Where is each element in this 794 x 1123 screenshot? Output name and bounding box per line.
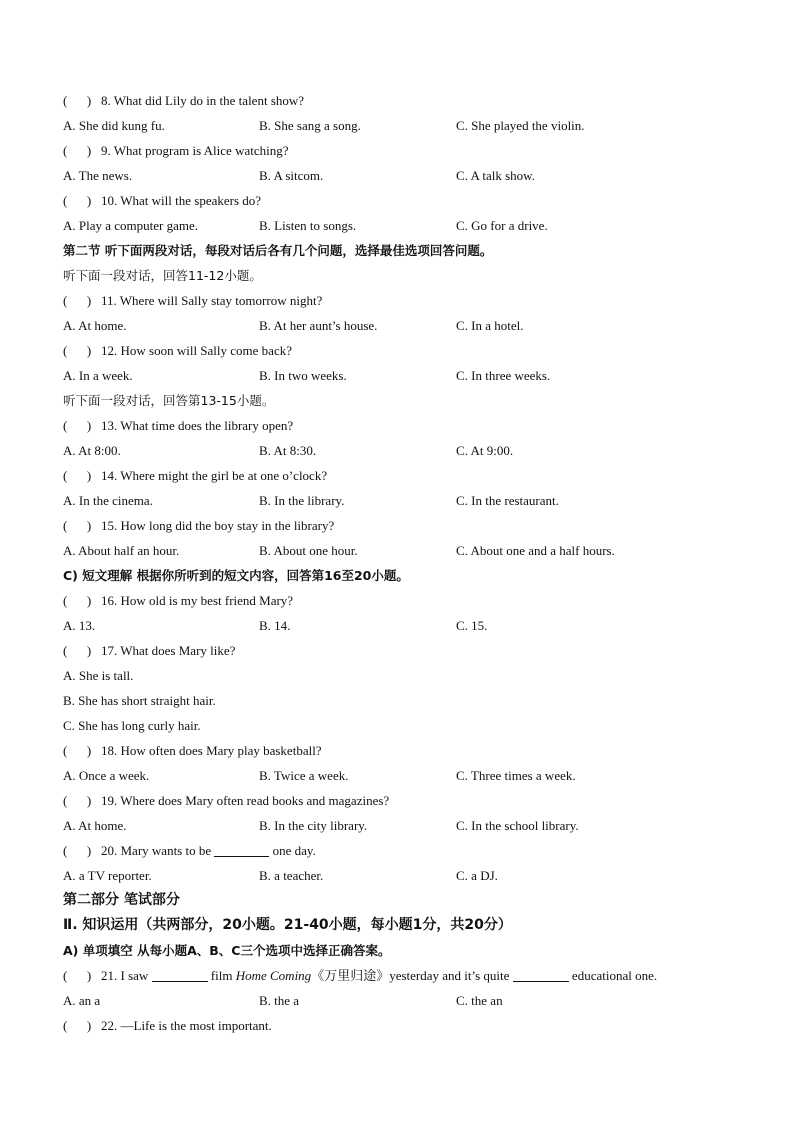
option-b[interactable]: B. In two weeks. bbox=[259, 368, 347, 383]
answer-bracket[interactable]: ( ) bbox=[63, 418, 92, 433]
option-a[interactable]: A. In the cinema. bbox=[63, 493, 153, 508]
answer-bracket[interactable]: ( ) bbox=[63, 93, 92, 108]
question-20 bbox=[63, 838, 743, 863]
answer-bracket[interactable]: ( ) bbox=[63, 968, 92, 983]
option-a[interactable]: A. Once a week. bbox=[63, 768, 150, 783]
question-text: 19. Where does Mary often read books and magazines? bbox=[101, 793, 390, 808]
option-b[interactable]: B. a teacher. bbox=[259, 868, 324, 883]
answer-bracket[interactable]: ( ) bbox=[63, 518, 92, 533]
question-text-mid2: yesterday and it’s quite bbox=[389, 968, 510, 983]
section-c-heading: C) 短文理解 根据你所听到的短文内容，回答第16至20小题。 bbox=[63, 568, 409, 583]
option-c[interactable]: C. At 9:00. bbox=[456, 443, 514, 458]
option-c[interactable]: C. a DJ. bbox=[456, 868, 498, 883]
answer-bracket[interactable]: ( ) bbox=[63, 343, 92, 358]
option-b[interactable]: B. 14. bbox=[259, 618, 291, 633]
option-b[interactable]: B. the a bbox=[259, 993, 300, 1008]
option-a[interactable]: A. At home. bbox=[63, 318, 127, 333]
answer-blank-2[interactable] bbox=[513, 968, 569, 982]
question-text: 18. How often does Mary play basketball? bbox=[101, 743, 322, 758]
option-c[interactable]: C. In the restaurant. bbox=[456, 493, 559, 508]
question-18 bbox=[63, 738, 743, 763]
question-9 bbox=[63, 138, 743, 163]
exam-page bbox=[63, 88, 743, 1038]
answer-bracket[interactable]: ( ) bbox=[63, 293, 92, 308]
option-a[interactable]: A. About half an hour. bbox=[63, 543, 180, 558]
section-ii-heading: Ⅱ. 知识运用（共两部分，20小题。21-40小题，每小题1分，共20分） bbox=[63, 917, 512, 933]
option-a[interactable]: A. At 8:00. bbox=[63, 443, 121, 458]
question-14 bbox=[63, 463, 743, 488]
option-c[interactable]: C. She has long curly hair. bbox=[63, 718, 201, 733]
option-c[interactable]: C. In a hotel. bbox=[456, 318, 524, 333]
question-text: 11. Where will Sally stay tomorrow night? bbox=[101, 293, 323, 308]
option-a[interactable]: A. a TV reporter. bbox=[63, 868, 152, 883]
answer-bracket[interactable]: ( ) bbox=[63, 1018, 92, 1033]
question-text: 21. I saw bbox=[101, 968, 149, 983]
answer-bracket[interactable]: ( ) bbox=[63, 793, 92, 808]
option-c[interactable]: C. She played the violin. bbox=[456, 118, 585, 133]
option-c[interactable]: C. In the school library. bbox=[456, 818, 579, 833]
option-a[interactable]: A. She did kung fu. bbox=[63, 118, 165, 133]
options-20 bbox=[63, 863, 743, 888]
option-c[interactable]: C. Go for a drive. bbox=[456, 218, 548, 233]
question-8 bbox=[63, 88, 743, 113]
options-9 bbox=[63, 163, 743, 188]
options-21 bbox=[63, 988, 743, 1013]
option-b[interactable]: B. In the city library. bbox=[259, 818, 368, 833]
film-title-cn: 《万里归途》 bbox=[311, 968, 390, 983]
answer-blank-1[interactable] bbox=[152, 968, 208, 982]
section-2-heading: 第二节 听下面两段对话，每段对话后各有几个问题，选择最佳选项回答问题。 bbox=[63, 243, 493, 258]
question-text: 10. What will the speakers do? bbox=[101, 193, 262, 208]
option-c[interactable]: C. the an bbox=[456, 993, 503, 1008]
question-text-mid: film bbox=[210, 968, 233, 983]
question-text: 13. What time does the library open? bbox=[101, 418, 294, 433]
option-c[interactable]: C. Three times a week. bbox=[456, 768, 576, 783]
question-text: 14. Where might the girl be at one o’clock? bbox=[101, 468, 328, 483]
option-a[interactable]: A. At home. bbox=[63, 818, 127, 833]
question-text: 9. What program is Alice watching? bbox=[101, 143, 289, 158]
option-a[interactable]: A. The news. bbox=[63, 168, 133, 183]
dialog-2-instruction: 听下面一段对话，回答第13-15小题。 bbox=[63, 393, 275, 408]
option-a[interactable]: A. 13. bbox=[63, 618, 96, 633]
answer-bracket[interactable]: ( ) bbox=[63, 468, 92, 483]
options-8 bbox=[63, 113, 743, 138]
section-a-heading: A) 单项填空 从每小题A、B、C三个选项中选择正确答案。 bbox=[63, 943, 391, 958]
question-text: 17. What does Mary like? bbox=[101, 643, 236, 658]
question-17 bbox=[63, 638, 743, 663]
question-22 bbox=[63, 1013, 743, 1038]
answer-bracket[interactable]: ( ) bbox=[63, 743, 92, 758]
question-15 bbox=[63, 513, 743, 538]
film-title: Home Coming bbox=[235, 968, 312, 983]
question-21 bbox=[63, 963, 743, 988]
option-a[interactable]: A. Play a computer game. bbox=[63, 218, 199, 233]
options-19 bbox=[63, 813, 743, 838]
question-16 bbox=[63, 588, 743, 613]
option-c[interactable]: C. 15. bbox=[456, 618, 488, 633]
question-12 bbox=[63, 338, 743, 363]
options-18 bbox=[63, 763, 743, 788]
question-text: 15. How long did the boy stay in the library? bbox=[101, 518, 335, 533]
answer-bracket[interactable]: ( ) bbox=[63, 593, 92, 608]
answer-bracket[interactable]: ( ) bbox=[63, 193, 92, 208]
part-2-heading: 第二部分 笔试部分 bbox=[63, 892, 180, 908]
option-b[interactable]: B. She sang a song. bbox=[259, 118, 361, 133]
option-b[interactable]: B. Listen to songs. bbox=[259, 218, 357, 233]
question-11 bbox=[63, 288, 743, 313]
options-10 bbox=[63, 213, 743, 238]
option-c[interactable]: C. About one and a half hours. bbox=[456, 543, 615, 558]
options-15 bbox=[63, 538, 743, 563]
options-11 bbox=[63, 313, 743, 338]
answer-bracket[interactable]: ( ) bbox=[63, 843, 92, 858]
question-text: 16. How old is my best friend Mary? bbox=[101, 593, 294, 608]
options-14 bbox=[63, 488, 743, 513]
option-a[interactable]: A. She is tall. bbox=[63, 668, 134, 683]
option-b[interactable]: B. About one hour. bbox=[259, 543, 358, 558]
option-b[interactable]: B. Twice a week. bbox=[259, 768, 349, 783]
question-text-end: educational one. bbox=[571, 968, 658, 983]
option-c[interactable]: C. In three weeks. bbox=[456, 368, 551, 383]
answer-blank[interactable] bbox=[214, 843, 269, 857]
answer-bracket[interactable]: ( ) bbox=[63, 143, 92, 158]
option-b[interactable]: B. At 8:30. bbox=[259, 443, 317, 458]
question-text: 20. Mary wants to be bbox=[101, 843, 212, 858]
dialog-1-instruction: 听下面一段对话，回答11-12小题。 bbox=[63, 268, 262, 283]
question-text: 8. What did Lily do in the talent show? bbox=[101, 93, 305, 108]
option-b[interactable]: B. She has short straight hair. bbox=[63, 693, 216, 708]
option-b[interactable]: B. In the library. bbox=[259, 493, 345, 508]
question-10 bbox=[63, 188, 743, 213]
options-16 bbox=[63, 613, 743, 638]
options-12 bbox=[63, 363, 743, 388]
option-c[interactable]: C. A talk show. bbox=[456, 168, 535, 183]
question-13 bbox=[63, 413, 743, 438]
option-b[interactable]: B. At her aunt’s house. bbox=[259, 318, 378, 333]
question-text-end: one day. bbox=[272, 843, 316, 858]
question-text: 22. —Life is the most important. bbox=[101, 1018, 272, 1033]
question-19 bbox=[63, 788, 743, 813]
question-text: 12. How soon will Sally come back? bbox=[101, 343, 292, 358]
option-a[interactable]: A. In a week. bbox=[63, 368, 133, 383]
option-b[interactable]: B. A sitcom. bbox=[259, 168, 324, 183]
answer-bracket[interactable]: ( ) bbox=[63, 643, 92, 658]
option-a[interactable]: A. an a bbox=[63, 993, 101, 1008]
options-13 bbox=[63, 438, 743, 463]
